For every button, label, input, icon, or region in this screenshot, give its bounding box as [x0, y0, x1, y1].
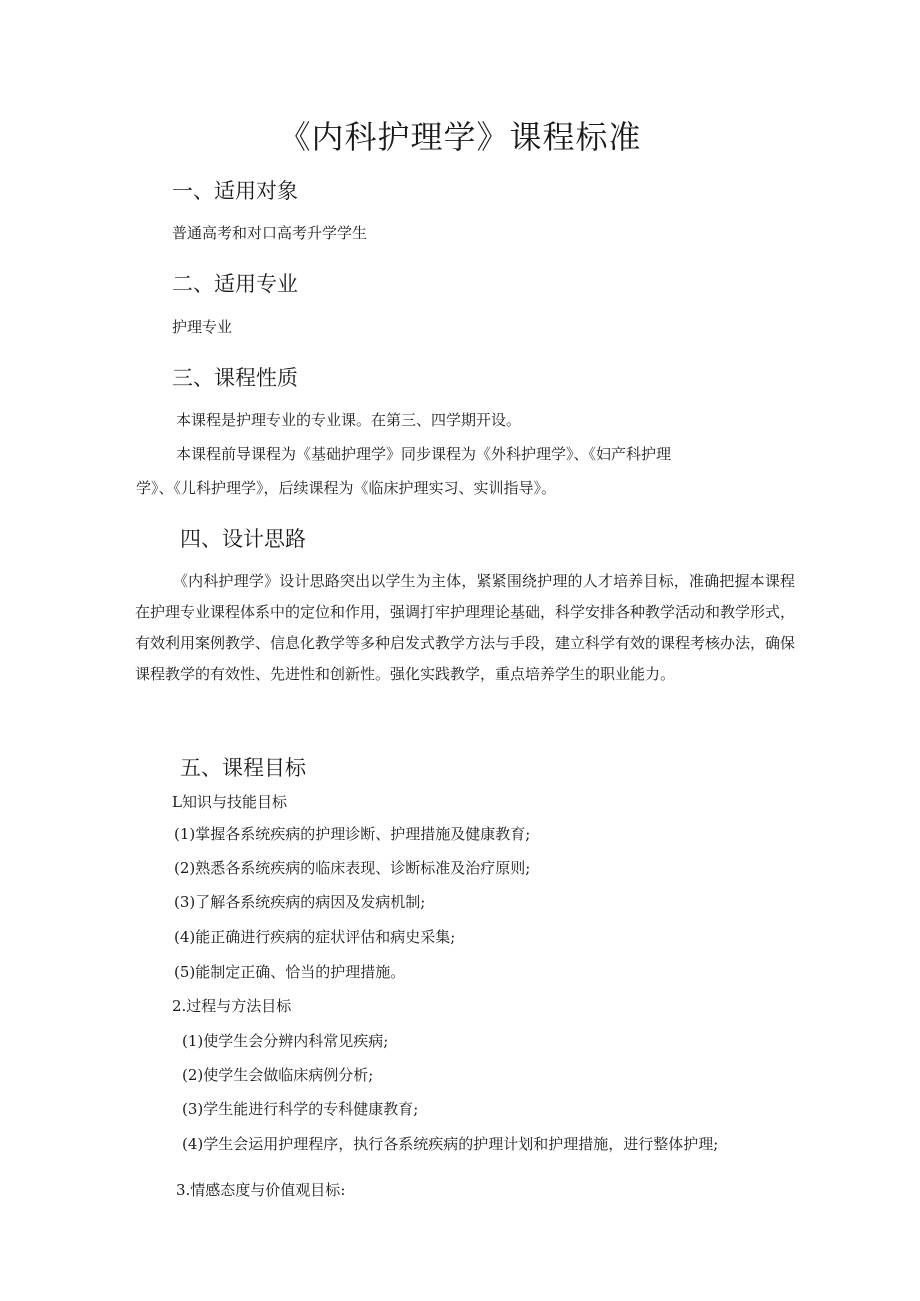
section-3-heading: 三、课程性质	[172, 366, 298, 390]
goal-1-item: (3)了解各系统疾病的病因及发病机制;	[174, 893, 426, 911]
page-title: 《内科护理学》课程标准	[278, 118, 642, 156]
section-2-heading: 二、适用专业	[172, 272, 298, 296]
section-4-heading: 四、设计思路	[180, 527, 306, 551]
goal-2-item: (1)使学生会分辨内科常见疾病;	[182, 1032, 389, 1050]
section-5-heading: 五、课程目标	[180, 756, 306, 780]
section-3-paragraph-1: 本课程是护理专业的专业课。在第三、四学期开设。	[176, 411, 522, 429]
goal-2-item: (3)学生能进行科学的专科健康教育;	[182, 1100, 419, 1118]
goal-1-item: (5)能制定正确、恰当的护理措施。	[174, 963, 406, 981]
goal-1-item: (2)熟悉各系统疾病的临床表现、诊断标准及治疗原则;	[174, 859, 531, 877]
section-2-text: 护理专业	[172, 318, 233, 336]
goal-1-heading: L知识与技能目标	[172, 793, 287, 811]
section-3-paragraph-2-line-2: 学》、《儿科护理学》，后续课程为《临床护理实习、实训指导》。	[136, 479, 557, 497]
goal-1-item: (4)能正确进行疾病的症状评估和病史采集;	[174, 928, 456, 946]
section-3-paragraph-2-line-1: 本课程前导课程为《基础护理学》同步课程为《外科护理学》、《妇产科护理	[176, 445, 672, 463]
section-1-heading: 一、适用对象	[172, 179, 298, 203]
goal-2-heading: 2.过程与方法目标	[172, 997, 292, 1015]
section-1-text: 普通高考和对口高考升学学生	[172, 224, 368, 242]
goal-2-item: (4)学生会运用护理程序，执行各系统疾病的护理计划和护理措施，进行整体护理;	[182, 1135, 719, 1153]
goal-2-item: (2)使学生会做临床病例分析;	[182, 1066, 374, 1084]
goal-1-item: (1)掌握各系统疾病的护理诊断、护理措施及健康教育;	[174, 825, 531, 843]
goal-3-heading: 3.情感态度与价值观目标:	[176, 1181, 346, 1199]
section-4-paragraph: 《内科护理学》设计思路突出以学生为主体，紧紧围绕护理的人才培养目标，准确把握本课程在护理专业课程体系中的定位和作用，强调打牢护理理论基础，科学安排各种教学活动和教学形式，有效利用案例教学、信息化教学等多种启发式教学方法与手段，建立科学有效的课程考核办法，确保课程教学的有效性、先进性和创新性。强化实践教学，重点培养学生的职业能力。	[135, 572, 796, 683]
